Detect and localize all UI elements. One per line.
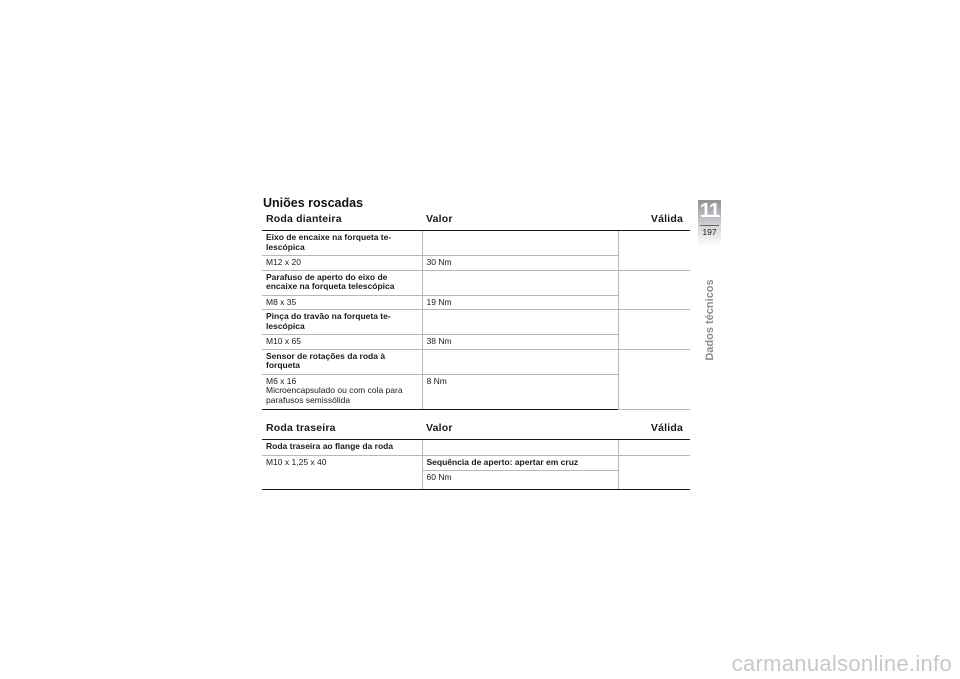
header-valid: Válida [618, 209, 690, 231]
component-name: Eixo de encaixe na forqueta te-lescópica [262, 231, 422, 256]
header-component: Roda traseira [262, 418, 422, 440]
table-row [262, 349, 690, 374]
rear-wheel-table [262, 418, 690, 490]
empty-cell [422, 231, 618, 256]
chapter-divider [700, 225, 719, 226]
valid-cell [618, 456, 690, 490]
table-header [262, 209, 690, 231]
table-row [262, 440, 690, 456]
torque-value: 19 Nm [422, 295, 618, 310]
table-row [262, 270, 690, 295]
header-value: Valor [422, 418, 618, 440]
table-row [262, 231, 690, 256]
chapter-label: Dados técnicos [704, 279, 716, 361]
header-value: Valor [422, 209, 618, 231]
component-spec-note: Microencapsulado ou com cola para parafusos semissólida [266, 385, 403, 405]
component-name: Sensor de rotações da roda à forqueta [262, 349, 422, 374]
component-spec: M12 x 20 [262, 256, 422, 271]
empty-cell [422, 349, 618, 374]
page-title: Uniões roscadas [263, 196, 364, 210]
empty-cell [422, 440, 618, 456]
component-spec-cell [262, 374, 422, 409]
empty-cell [422, 310, 618, 335]
valid-cell [618, 270, 690, 310]
table-row [262, 310, 690, 335]
torque-value: 38 Nm [422, 335, 618, 350]
component-name: Parafuso de aperto do eixo de encaixe na forqueta telescópica [262, 270, 422, 295]
tightening-sequence: Sequência de aperto: apertar em cruz [422, 456, 618, 471]
component-spec: M10 x 1,25 x 40 [262, 456, 422, 490]
front-wheel-table [262, 209, 690, 410]
torque-value: 8 Nm [422, 374, 618, 409]
component-spec: M8 x 35 [262, 295, 422, 310]
table-row [262, 456, 690, 471]
component-spec: M6 x 16 [266, 375, 297, 386]
component-name: Roda traseira ao flange da roda [262, 440, 422, 456]
header-valid: Válida [618, 418, 690, 440]
valid-cell [618, 310, 690, 350]
chapter-number: 11 [699, 200, 720, 222]
page-number: 197 [702, 227, 717, 237]
valid-cell [618, 231, 690, 271]
torque-value: 30 Nm [422, 256, 618, 271]
valid-cell [618, 349, 690, 409]
component-name: Pinça do travão na forqueta te-lescópica [262, 310, 422, 335]
empty-cell [618, 440, 690, 456]
table-header [262, 418, 690, 440]
watermark: carmanualsonline.info [731, 651, 952, 676]
component-spec: M10 x 65 [262, 335, 422, 350]
torque-value: 60 Nm [422, 470, 618, 489]
empty-cell [422, 270, 618, 295]
header-component: Roda dianteira [262, 209, 422, 231]
